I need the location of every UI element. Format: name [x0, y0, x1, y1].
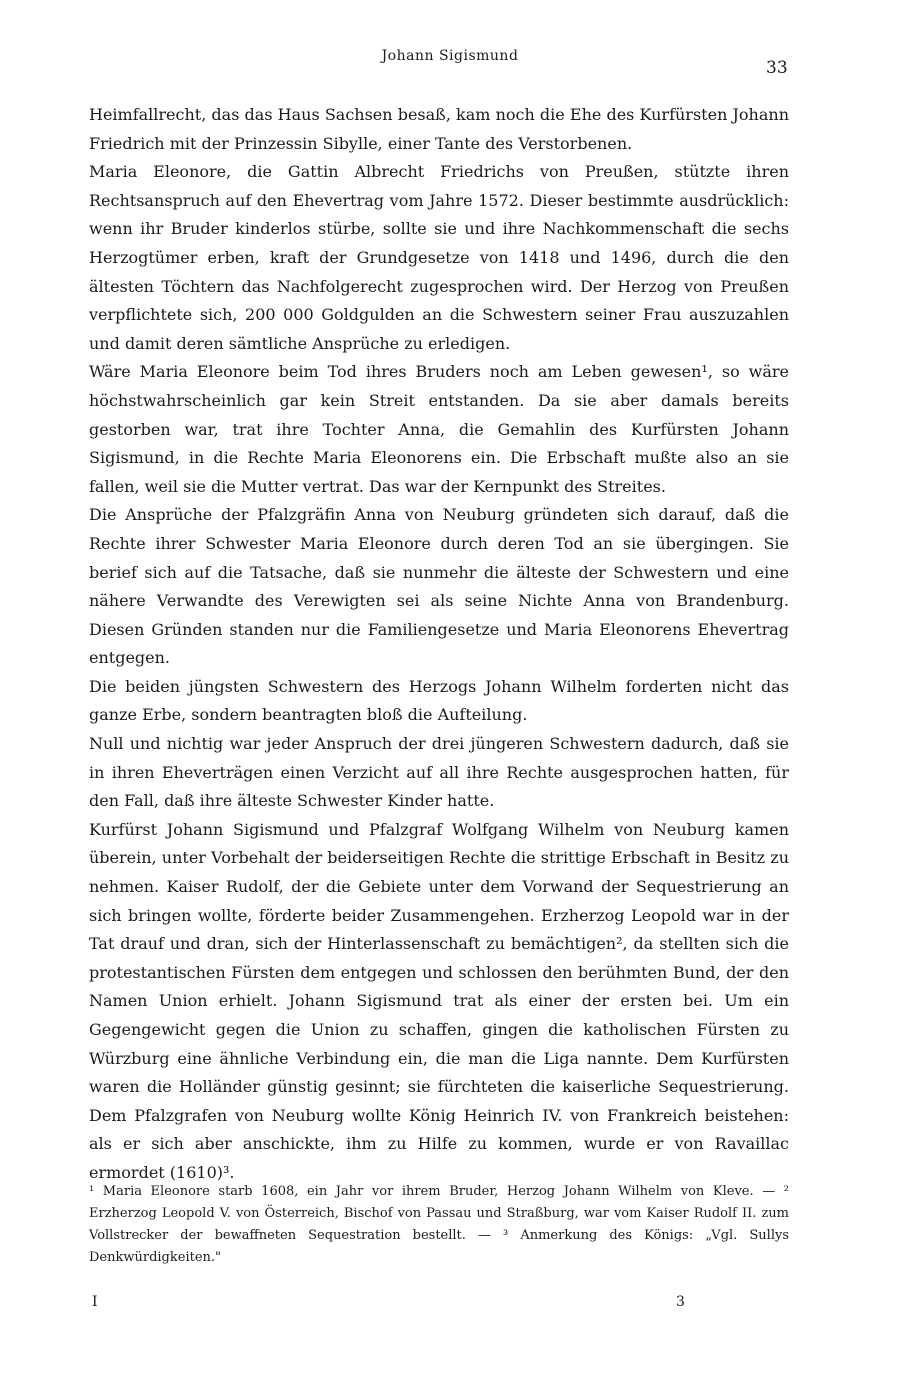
running-title: Johann Sigismund	[381, 48, 519, 64]
paragraph: Wäre Maria Eleonore beim Tod ihres Bruders noch am Leben gewesen¹, so wäre höchstwahrscheinlich gar kein Streit entstanden. Da sie aber damals bereits gestorben war, trat ihre Tochter Anna, die Gemahlin des Kurfürsten Johann Sigismund, in die Rechte Maria Eleonorens ein. Die Erbschaft mußte also an sie fallen, weil sie die Mutter vertrat. Das war der Kernpunkt des Streites.	[89, 362, 789, 496]
paragraph: Kurfürst Johann Sigismund und Pfalzgraf Wolfgang Wilhelm von Neuburg kamen überein, unter Vorbehalt der beiderseitigen Rechte die strittige Erbschaft in Besitz zu nehmen. Kaiser Rudolf, der die Gebiete unter dem Vorwand der Sequestrierung an sich bringen wollte, förderte beider Zusammengehen. Erzherzog Leopold war in der Tat drauf und dran, sich der Hinterlassenschaft zu bemächtigen², da stellten sich die protestantischen Fürsten dem entgegen und schlossen den berühmten Bund, der den Namen Union erhielt. Johann Sigismund trat als einer der ersten bei. Um ein Gegengewicht gegen die Union zu schaffen, gingen die katholischen Fürsten zu Würzburg eine ähnliche Verbindung ein, die man die Liga nannte. Dem Kurfürsten waren die Holländer günstig gesinnt; sie fürchteten die kaiserliche Sequestrierung. Dem Pfalzgrafen von Neuburg wollte König Heinrich IV. von Frankreich beistehen: als er sich aber anschickte, ihm zu Hilfe zu kommen, wurde er von Ravaillac ermordet (1610)³.	[89, 819, 789, 1182]
footnote-text: ¹ Maria Eleonore starb 1608, ein Jahr vor ihrem Bruder, Herzog Johann Wilhelm von Kleve. — ² Erzherzog Leopold V. von Österreich, Bischof von Passau und Straßburg, war vom Kaiser Rudolf II. zum Vollstrecker der bewaffneten Sequestration bestellt. — ³ Anmerkung des Königs: „Vgl. Sullys Denkwürdigkeiten."	[89, 1184, 789, 1265]
footnotes	[89, 1181, 789, 1269]
paragraph: Heimfallrecht, das das Haus Sachsen besaß, kam noch die Ehe des Kurfürsten Johann Friedrich mit der Prinzessin Sibylle, einer Tante des Verstorbenen.	[89, 105, 789, 153]
printer-signature-right: 3	[676, 1294, 685, 1310]
page-number: 33	[766, 58, 788, 78]
paragraph: Maria Eleonore, die Gattin Albrecht Friedrichs von Preußen, stützte ihren Rechtsanspruch auf den Ehevertrag vom Jahre 1572. Dieser bestimmte ausdrücklich: wenn ihr Bruder kinderlos stürbe, sollte sie und ihre Nachkommenschaft die sechs Herzogtümer erben, kraft der Grundgesetze von 1418 und 1496, durch die den ältesten Töchtern das Nachfolgerecht zugesprochen wird. Der Herzog von Preußen verpflichtete sich, 200 000 Goldgulden an die Schwestern seiner Frau auszuzahlen und damit deren sämtliche Ansprüche zu erledigen.	[89, 162, 789, 353]
body-text	[89, 101, 789, 1188]
paragraph: Null und nichtig war jeder Anspruch der drei jüngeren Schwestern dadurch, daß sie in ihren Eheverträgen einen Verzicht auf all ihre Rechte ausgesprochen hatten, für den Fall, daß ihre älteste Schwester Kinder hatte.	[89, 734, 789, 811]
paragraph: Die beiden jüngsten Schwestern des Herzogs Johann Wilhelm forderten nicht das ganze Erbe, sondern beantragten bloß die Aufteilung.	[89, 676, 789, 725]
paragraph: Die Ansprüche der Pfalzgräfin Anna von Neuburg gründeten sich darauf, daß die Rechte ihrer Schwester Maria Eleonore durch deren Tod an sie übergingen. Sie berief sich auf die Tatsache, daß sie nunmehr die älteste der Schwestern und eine nähere Verwandte des Verewigten sei als seine Nichte Anna von Brandenburg. Diesen Gründen standen nur die Familiengesetze und Maria Eleonorens Ehevertrag entgegen.	[89, 505, 789, 668]
printer-signature-left: I	[92, 1294, 98, 1310]
